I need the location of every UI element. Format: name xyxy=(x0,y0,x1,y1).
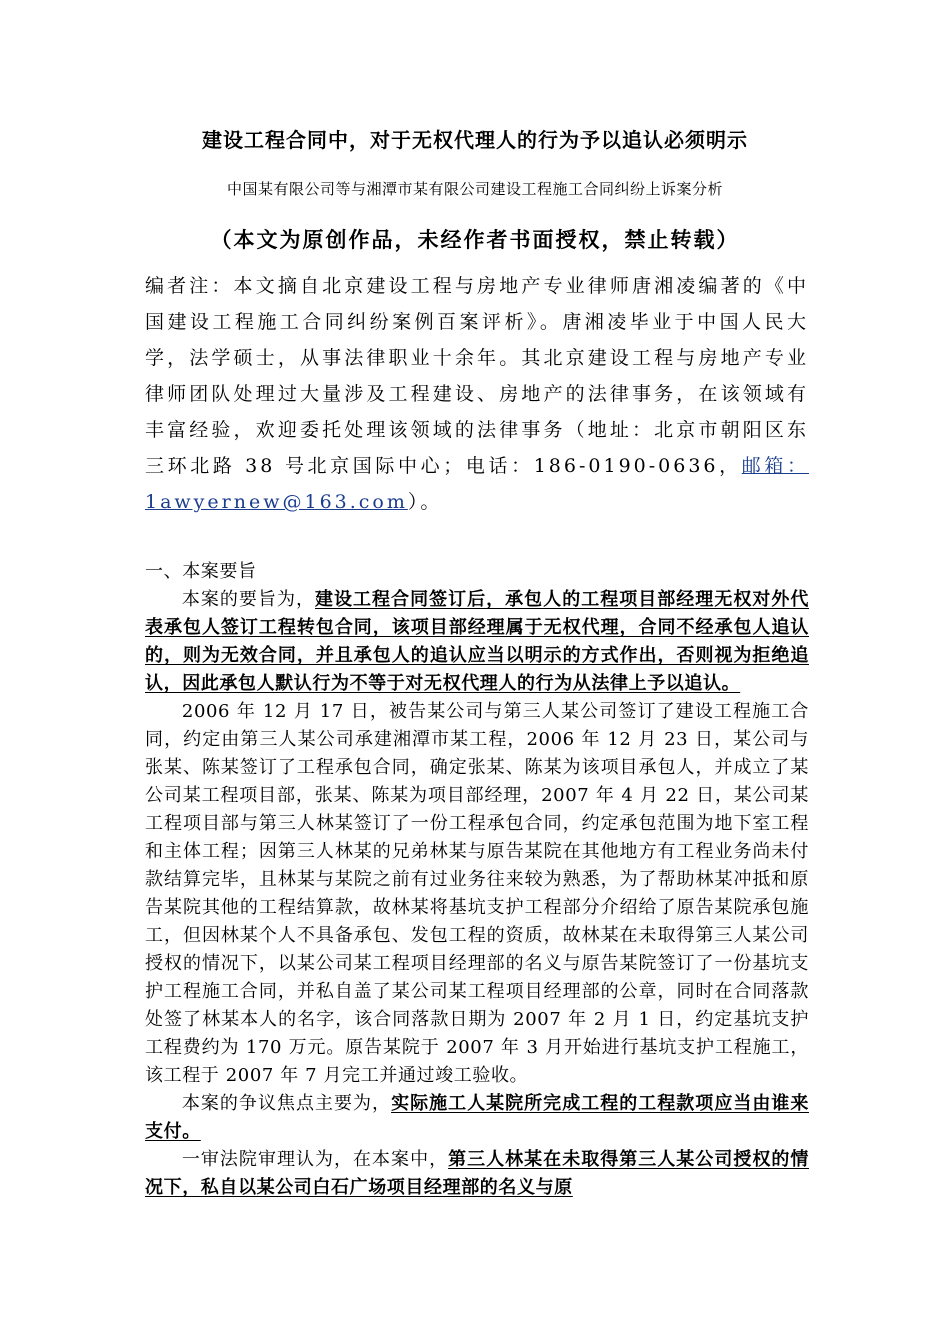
document-title: 建设工程合同中，对于无权代理人的行为予以追认必须明示 xyxy=(202,128,748,152)
document-subtitle: 中国某有限公司等与湘潭市某有限公司建设工程施工合同纠纷上诉案分析 xyxy=(226,180,723,198)
summary-emphasis: 建设工程合同签订后，承包人的工程项目部经理无权对外代表承包人签订工程转包合同，该项目部经理属于无权代理，合同不经承包人追认的，则为无效合同，并且承包人的追认应当以明示的方式作出，否则视为拒绝追认，因此承包人默认行为不等于对无权代理人的行为从法律上予以追认。 xyxy=(145,589,809,694)
section-1 xyxy=(145,558,809,1202)
summary-lead: 本案的要旨为， xyxy=(181,589,315,610)
summary-paragraph xyxy=(145,586,809,698)
section-heading: 一、本案要旨 xyxy=(145,561,257,582)
editor-note-end: ）。 xyxy=(407,491,443,513)
ruling-paragraph xyxy=(145,1146,809,1202)
email-link[interactable]: 邮箱：1awyernew@163.com xyxy=(145,455,809,513)
ruling-lead: 一审法院审理认为，在本案中， xyxy=(181,1149,449,1170)
copyright-notice: （本文为原创作品，未经作者书面授权，禁止转载） xyxy=(210,228,740,252)
facts-paragraph: 2006 年 12 月 17 日，被告某公司与第三人某公司签订了建设工程施工合同，约定由第三人某公司承建湘潭市某工程，2006 年 12 月 23 日，某公司与张某、陈某签订了工程承包合同，确定张某、陈某为该项目承包人，并成立了某公司某工程项目部，张某、陈某为项目部经理，2007 年 4 月 22 日，某公司某工程项目部与第三人林某签订了一份工程承包合同，约定承包范围为地下室工程和主体工程；因第三人林某的兄弟林某与原告某院在其他地方有工程业务尚未付款结算完毕，且林某与某院之前有过业务往来较为熟悉，为了帮助林某冲抵和原告某院其他的工程结算款，故林某将基坑支护工程部分介绍给了原告某院承包施工，但因林某个人不具备承包、发包工程的资质，故林某在未取得第三人某公司授权的情况下，以某公司某工程项目经理部的名义与原告某院签订了一份基坑支护工程施工合同，并私自盖了某公司某工程项目经理部的公章，同时在合同落款处签了林某本人的名字，该合同落款日期为 2007 年 2 月 1 日，约定基坑支护工程费约为 170 万元。原告某院于 2007 年 3 月开始进行基坑支护工程施工，该工程于 2007 年 7 月完工并通过竣工验收。 xyxy=(145,701,809,1086)
dispute-lead: 本案的争议焦点主要为， xyxy=(181,1093,392,1114)
dispute-paragraph xyxy=(145,1090,809,1146)
editor-note-text: 编者注：本文摘自北京建设工程与房地产专业律师唐湘凌编著的《中国建设工程施工合同纠纷案例百案评析》。唐湘凌毕业于中国人民大学，法学硕士，从事法律职业十余年。其北京建设工程与房地产专业律师团队处理过大量涉及工程建设、房地产的法律事务，在该领域有丰富经验，欢迎委托处理该领域的法律事务（地址：北京市朝阳区东三环北路 38 号北京国际中心；电话：186-0190-0636， xyxy=(145,275,809,477)
dispute-emphasis: 实际施工人某院所完成工程的工程款项应当由谁来支付。 xyxy=(145,1093,809,1142)
ruling-emphasis: 第三人林某在未取得第三人某公司授权的情况下，私自以某公司白石广场项目经理部的名义与原 xyxy=(145,1149,809,1198)
editor-note xyxy=(145,268,809,520)
